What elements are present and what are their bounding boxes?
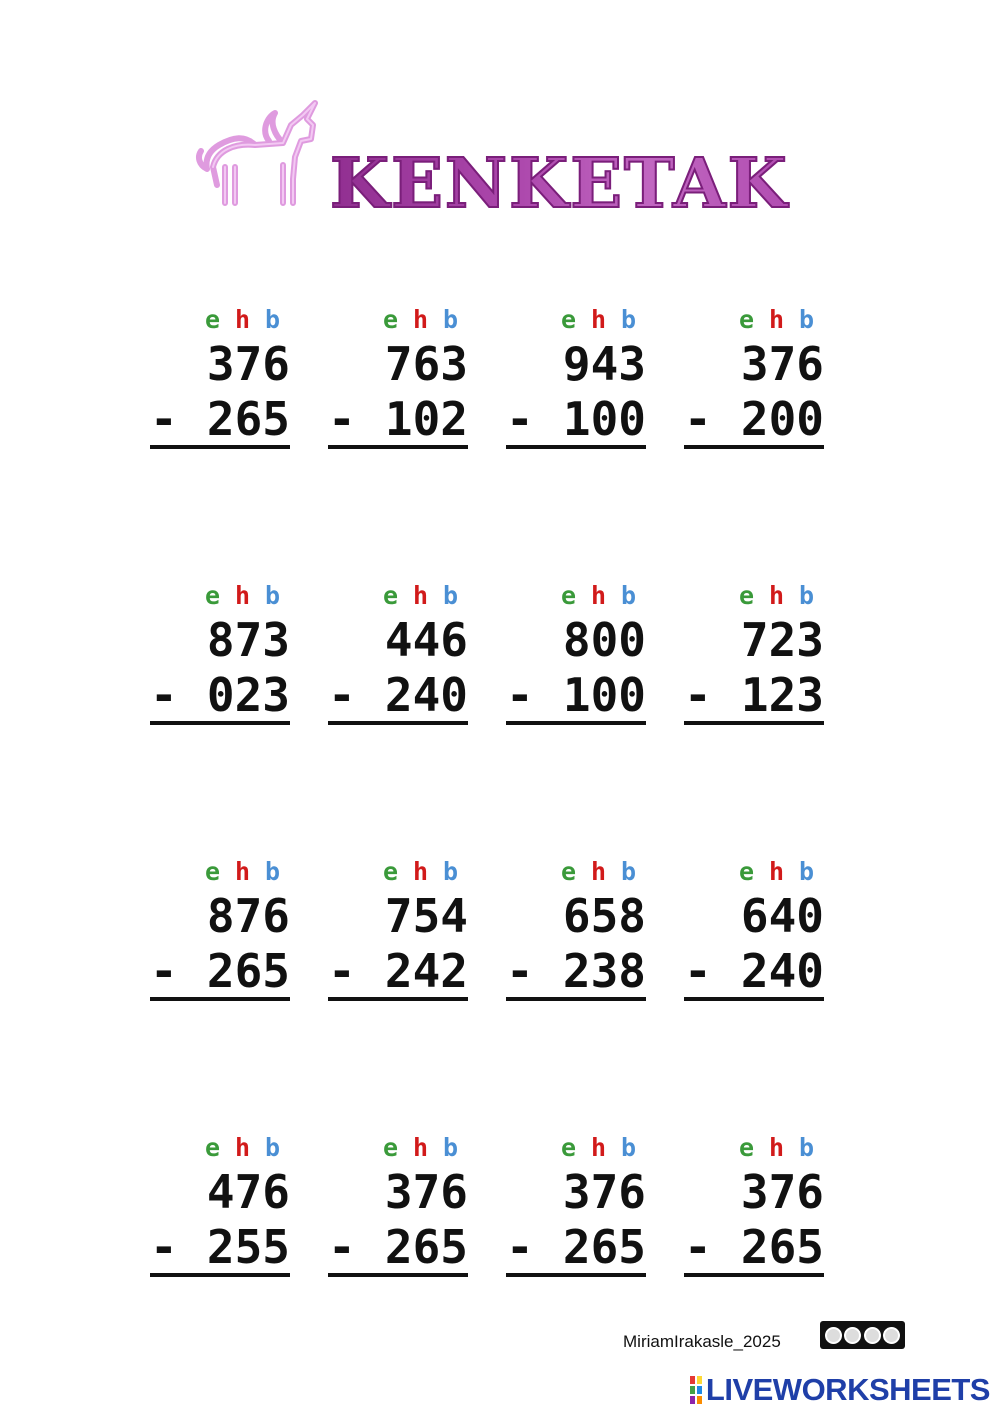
subtrahend-row — [328, 1221, 468, 1277]
minus-sign: - — [684, 944, 712, 998]
place-label-h: h — [590, 581, 608, 610]
subtrahend-row — [150, 669, 290, 725]
place-label-b: b — [264, 305, 282, 334]
place-label-h: h — [412, 581, 430, 610]
subtraction-problem — [328, 1133, 468, 1277]
subtraction-problem — [684, 581, 824, 725]
place-label-h: h — [234, 1133, 252, 1162]
minuend: 763 — [384, 337, 468, 391]
place-label-b: b — [798, 857, 816, 886]
place-value-labels — [328, 857, 468, 891]
author-credit: MiriamIrakasle_2025 — [623, 1332, 781, 1351]
place-label-e: e — [738, 1133, 756, 1162]
subtrahend-row — [506, 1221, 646, 1277]
place-value-labels — [506, 857, 646, 891]
subtrahend-row — [506, 669, 646, 725]
cc-by-nc-sa-icon — [820, 1321, 905, 1349]
place-value-labels — [150, 857, 290, 891]
subtraction-problem — [150, 305, 290, 449]
minus-sign: - — [684, 668, 712, 722]
minus-sign: - — [150, 944, 178, 998]
subtrahend-row — [684, 393, 824, 449]
subtrahend: 123 — [740, 668, 824, 722]
place-label-h: h — [412, 857, 430, 886]
subtraction-problem — [684, 305, 824, 449]
page-title: KENKETAK — [330, 144, 789, 224]
minus-sign: - — [150, 668, 178, 722]
minuend: 376 — [384, 1165, 468, 1219]
place-value-labels — [506, 305, 646, 339]
liveworksheets-logo — [690, 1372, 990, 1408]
minuend: 754 — [384, 889, 468, 943]
minus-sign: - — [506, 668, 534, 722]
subtraction-problem — [506, 1133, 646, 1277]
minuend: 723 — [740, 613, 824, 667]
place-value-labels — [506, 581, 646, 615]
place-label-b: b — [264, 857, 282, 886]
subtrahend-row — [150, 1221, 290, 1277]
minuend: 800 — [562, 613, 646, 667]
place-value-labels — [328, 305, 468, 339]
minuend: 376 — [562, 1165, 646, 1219]
place-label-b: b — [798, 1133, 816, 1162]
minuend: 446 — [384, 613, 468, 667]
subtraction-problem — [506, 581, 646, 725]
place-value-labels — [328, 1133, 468, 1167]
place-label-e: e — [738, 581, 756, 610]
place-label-b: b — [442, 305, 460, 334]
minus-sign: - — [328, 944, 356, 998]
minus-sign: - — [506, 944, 534, 998]
place-label-e: e — [204, 305, 222, 334]
subtraction-problem — [328, 581, 468, 725]
unicorn-icon — [195, 95, 330, 215]
subtrahend-row — [328, 393, 468, 449]
minuend: 658 — [562, 889, 646, 943]
subtrahend: 200 — [740, 392, 824, 446]
subtraction-problem — [328, 857, 468, 1001]
place-label-h: h — [768, 581, 786, 610]
place-label-h: h — [234, 857, 252, 886]
problems-grid — [150, 305, 830, 1277]
place-value-labels — [684, 581, 824, 615]
place-label-e: e — [560, 581, 578, 610]
place-label-h: h — [768, 1133, 786, 1162]
minuend: 376 — [740, 337, 824, 391]
place-label-b: b — [442, 857, 460, 886]
place-label-b: b — [264, 581, 282, 610]
place-value-labels — [150, 305, 290, 339]
place-label-e: e — [204, 857, 222, 886]
minus-sign: - — [506, 392, 534, 446]
minuend: 376 — [740, 1165, 824, 1219]
subtrahend-row — [328, 945, 468, 1001]
minuend: 476 — [206, 1165, 290, 1219]
place-label-h: h — [234, 581, 252, 610]
subtrahend-row — [506, 393, 646, 449]
place-label-e: e — [382, 1133, 400, 1162]
subtraction-problem — [150, 581, 290, 725]
minus-sign: - — [328, 1220, 356, 1274]
place-label-b: b — [264, 1133, 282, 1162]
minuend: 640 — [740, 889, 824, 943]
subtraction-problem — [328, 305, 468, 449]
subtrahend: 265 — [206, 392, 290, 446]
place-label-h: h — [412, 1133, 430, 1162]
place-value-labels — [506, 1133, 646, 1167]
minuend: 376 — [206, 337, 290, 391]
minus-sign: - — [684, 1220, 712, 1274]
subtrahend: 102 — [384, 392, 468, 446]
place-value-labels — [684, 1133, 824, 1167]
subtrahend: 255 — [206, 1220, 290, 1274]
subtrahend: 238 — [562, 944, 646, 998]
place-label-h: h — [234, 305, 252, 334]
subtraction-problem — [506, 305, 646, 449]
subtraction-problem — [150, 857, 290, 1001]
liveworksheets-brand: LIVEWORKSHEETS — [705, 1372, 990, 1407]
subtrahend: 265 — [384, 1220, 468, 1274]
place-label-b: b — [620, 581, 638, 610]
minus-sign: - — [506, 1220, 534, 1274]
subtraction-problem — [506, 857, 646, 1001]
place-label-e: e — [560, 1133, 578, 1162]
place-label-e: e — [738, 305, 756, 334]
place-value-labels — [684, 305, 824, 339]
subtraction-problem — [684, 1133, 824, 1277]
place-value-labels — [328, 581, 468, 615]
subtrahend: 265 — [562, 1220, 646, 1274]
place-label-h: h — [590, 305, 608, 334]
place-value-labels — [684, 857, 824, 891]
place-label-e: e — [738, 857, 756, 886]
subtrahend: 265 — [740, 1220, 824, 1274]
subtrahend-row — [150, 945, 290, 1001]
minus-sign: - — [328, 668, 356, 722]
subtrahend: 242 — [384, 944, 468, 998]
subtrahend-row — [684, 945, 824, 1001]
subtrahend: 240 — [384, 668, 468, 722]
place-label-h: h — [768, 857, 786, 886]
place-label-h: h — [768, 305, 786, 334]
liveworksheets-mark-icon — [690, 1376, 702, 1404]
subtrahend-row — [506, 945, 646, 1001]
subtrahend-row — [684, 1221, 824, 1277]
subtrahend-row — [684, 669, 824, 725]
subtraction-problem — [150, 1133, 290, 1277]
subtrahend: 265 — [206, 944, 290, 998]
place-label-b: b — [442, 581, 460, 610]
place-label-b: b — [620, 305, 638, 334]
place-label-h: h — [590, 1133, 608, 1162]
place-label-e: e — [560, 857, 578, 886]
place-label-h: h — [412, 305, 430, 334]
subtrahend: 100 — [562, 668, 646, 722]
place-label-b: b — [798, 581, 816, 610]
minus-sign: - — [150, 1220, 178, 1274]
place-label-e: e — [382, 581, 400, 610]
header — [195, 95, 815, 235]
place-label-e: e — [204, 581, 222, 610]
minuend: 943 — [562, 337, 646, 391]
minus-sign: - — [150, 392, 178, 446]
place-label-e: e — [382, 857, 400, 886]
place-label-e: e — [382, 305, 400, 334]
subtrahend-row — [150, 393, 290, 449]
subtrahend-row — [328, 669, 468, 725]
place-label-b: b — [442, 1133, 460, 1162]
place-label-b: b — [620, 857, 638, 886]
minuend: 873 — [206, 613, 290, 667]
subtrahend: 100 — [562, 392, 646, 446]
place-label-e: e — [560, 305, 578, 334]
minus-sign: - — [328, 392, 356, 446]
minus-sign: - — [684, 392, 712, 446]
subtraction-problem — [684, 857, 824, 1001]
place-label-h: h — [590, 857, 608, 886]
subtrahend: 023 — [206, 668, 290, 722]
place-label-e: e — [204, 1133, 222, 1162]
place-value-labels — [150, 1133, 290, 1167]
place-label-b: b — [620, 1133, 638, 1162]
place-label-b: b — [798, 305, 816, 334]
subtrahend: 240 — [740, 944, 824, 998]
minuend: 876 — [206, 889, 290, 943]
place-value-labels — [150, 581, 290, 615]
